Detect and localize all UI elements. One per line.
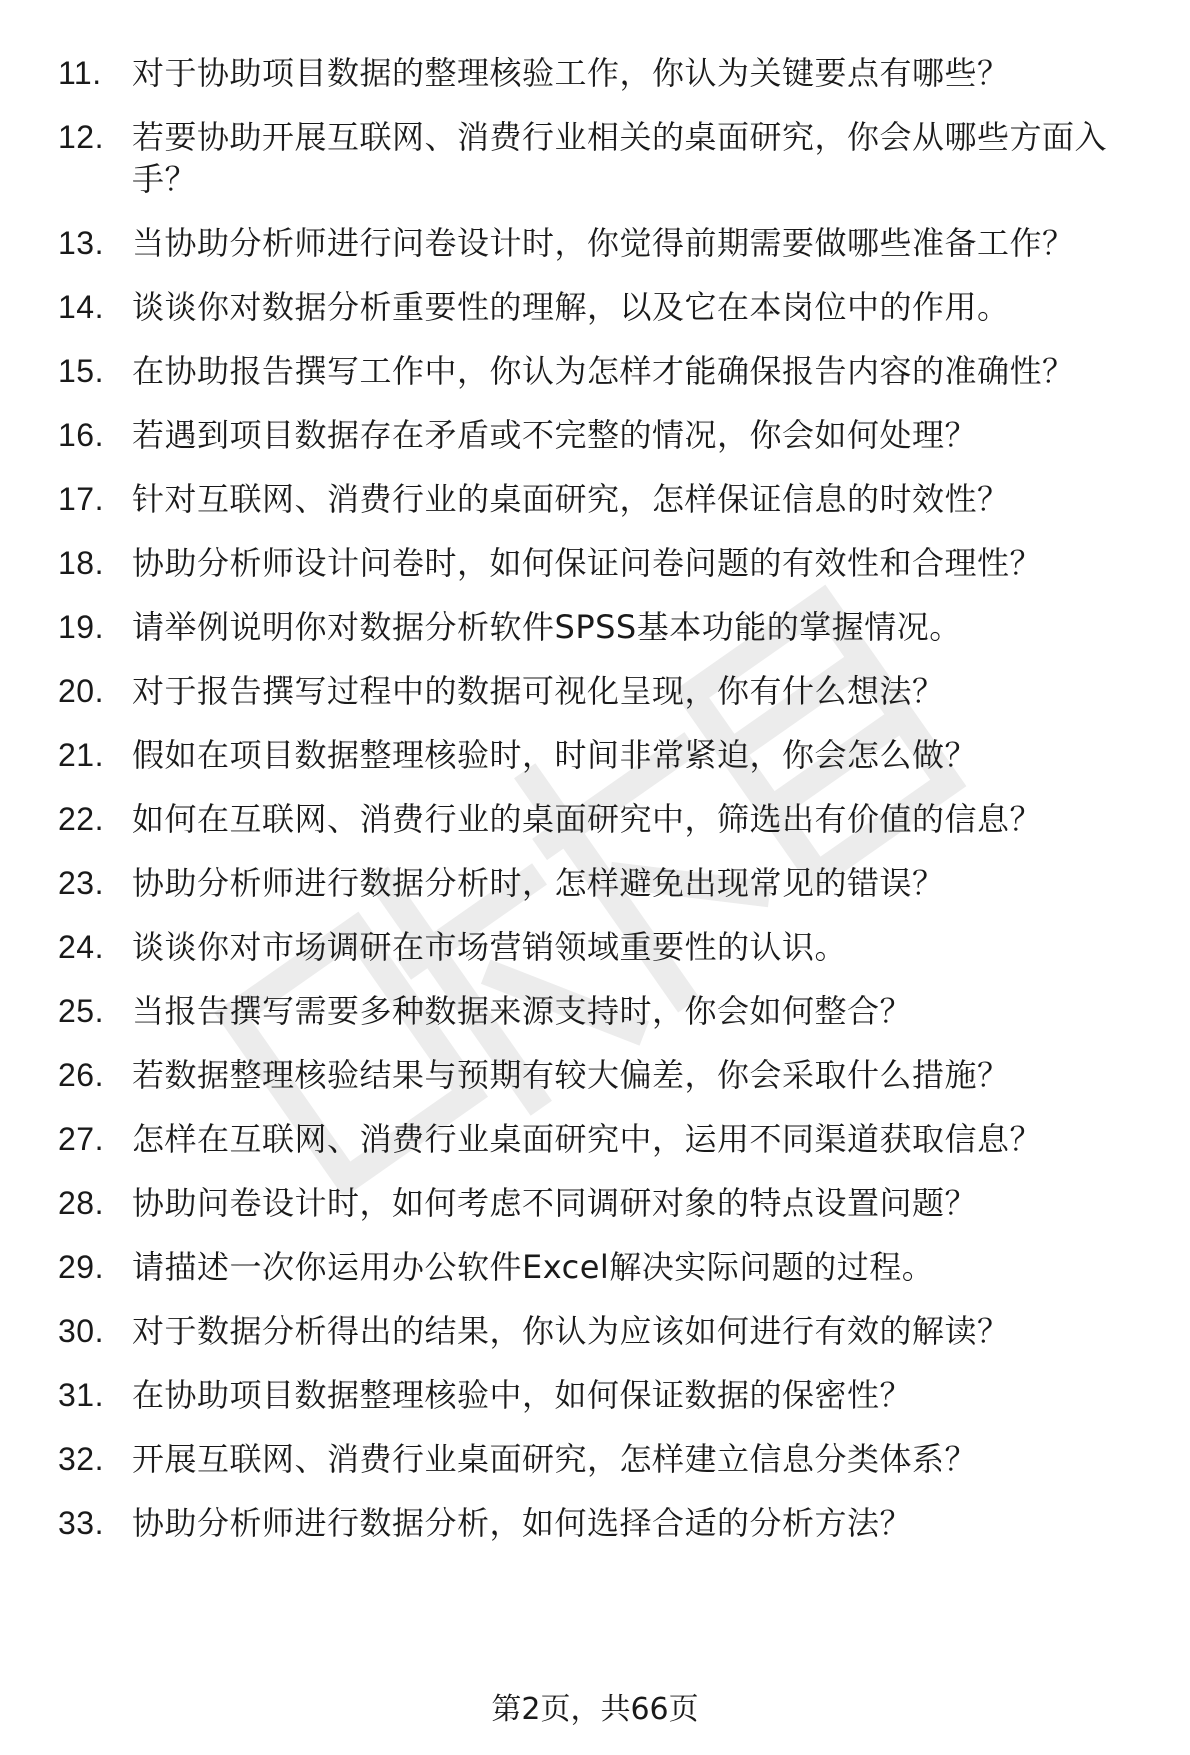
question-text: 对于报告撰写过程中的数据可视化呈现，你有什么想法？ bbox=[132, 672, 945, 710]
question-text: 在协助项目数据整理核验中，如何保证数据的保密性？ bbox=[132, 1376, 913, 1414]
question-text: 对于数据分析得出的结果，你认为应该如何进行有效的解读？ bbox=[132, 1312, 1010, 1350]
question-text: 当报告撰写需要多种数据来源支持时，你会如何整合？ bbox=[132, 992, 913, 1030]
question-text: 怎样在互联网、消费行业桌面研究中，运用不同渠道获取信息？ bbox=[132, 1120, 1043, 1158]
list-item bbox=[0, 1054, 1190, 1096]
question-text: 针对互联网、消费行业的桌面研究，怎样保证信息的时效性？ bbox=[132, 480, 1010, 518]
question-text: 当协助分析师进行问卷设计时，你觉得前期需要做哪些准备工作？ bbox=[132, 224, 1075, 262]
list-item bbox=[0, 926, 1190, 968]
list-item bbox=[0, 222, 1190, 264]
question-number: 22. bbox=[58, 801, 104, 837]
question-number: 12. bbox=[58, 119, 104, 155]
question-number: 11. bbox=[58, 55, 102, 91]
question-number: 23. bbox=[58, 865, 104, 901]
list-item bbox=[0, 606, 1190, 648]
question-number: 17. bbox=[58, 481, 104, 517]
question-number: 24. bbox=[58, 929, 104, 965]
list-item bbox=[0, 286, 1190, 328]
question-text: 若遇到项目数据存在矛盾或不完整的情况，你会如何处理？ bbox=[132, 416, 978, 454]
list-item bbox=[0, 670, 1190, 712]
question-number: 25. bbox=[58, 993, 104, 1029]
list-item bbox=[0, 1182, 1190, 1224]
question-number: 18. bbox=[58, 545, 104, 581]
question-number: 27. bbox=[58, 1121, 104, 1157]
list-item bbox=[0, 414, 1190, 456]
question-number: 28. bbox=[58, 1185, 104, 1221]
list-item bbox=[0, 52, 1190, 94]
list-item bbox=[0, 116, 1190, 200]
list-item bbox=[0, 1502, 1190, 1544]
question-number: 19. bbox=[58, 609, 104, 645]
question-text: 假如在项目数据整理核验时，时间非常紧迫，你会怎么做？ bbox=[132, 736, 978, 774]
question-number: 20. bbox=[58, 673, 104, 709]
question-text: 开展互联网、消费行业桌面研究，怎样建立信息分类体系？ bbox=[132, 1440, 978, 1478]
question-number: 14. bbox=[58, 289, 104, 325]
question-text: 协助分析师设计问卷时，如何保证问卷问题的有效性和合理性？ bbox=[132, 544, 1043, 582]
question-number: 29. bbox=[58, 1249, 104, 1285]
question-text: 请举例说明你对数据分析软件SPSS基本功能的掌握情况。 bbox=[132, 608, 962, 646]
question-number: 13. bbox=[58, 225, 104, 261]
list-item bbox=[0, 862, 1190, 904]
question-number: 30. bbox=[58, 1313, 104, 1349]
question-text: 协助分析师进行数据分析，如何选择合适的分析方法？ bbox=[132, 1504, 913, 1542]
question-number: 32. bbox=[58, 1441, 104, 1477]
question-text: 如何在互联网、消费行业的桌面研究中，筛选出有价值的信息？ bbox=[132, 800, 1043, 838]
list-item bbox=[0, 1374, 1190, 1416]
question-text: 谈谈你对数据分析重要性的理解，以及它在本岗位中的作用。 bbox=[132, 288, 1010, 326]
list-item bbox=[0, 478, 1190, 520]
page-footer: 第2页，共66页 bbox=[491, 1692, 699, 1727]
question-text: 谈谈你对市场调研在市场营销领域重要性的认识。 bbox=[132, 928, 848, 966]
list-item bbox=[0, 798, 1190, 840]
list-item bbox=[0, 990, 1190, 1032]
question-number: 33. bbox=[58, 1505, 104, 1541]
question-text: 若要协助开展互联网、消费行业相关的桌面研究，你会从哪些方面入手？ bbox=[132, 118, 1108, 198]
question-number: 16. bbox=[58, 417, 104, 453]
question-text: 协助分析师进行数据分析时，怎样避免出现常见的错误？ bbox=[132, 864, 945, 902]
list-item bbox=[0, 542, 1190, 584]
list-item bbox=[0, 1118, 1190, 1160]
question-text: 若数据整理核验结果与预期有较大偏差，你会采取什么措施？ bbox=[132, 1056, 1010, 1094]
question-text: 请描述一次你运用办公软件Excel解决实际问题的过程。 bbox=[132, 1248, 935, 1286]
question-number: 31. bbox=[58, 1377, 104, 1413]
question-text: 对于协助项目数据的整理核验工作，你认为关键要点有哪些？ bbox=[132, 54, 1010, 92]
list-item bbox=[0, 1438, 1190, 1480]
question-number: 26. bbox=[58, 1057, 104, 1093]
question-number: 21. bbox=[58, 737, 104, 773]
question-text: 在协助报告撰写工作中，你认为怎样才能确保报告内容的准确性？ bbox=[132, 352, 1075, 390]
list-item bbox=[0, 350, 1190, 392]
question-text: 协助问卷设计时，如何考虑不同调研对象的特点设置问题？ bbox=[132, 1184, 978, 1222]
list-item bbox=[0, 1310, 1190, 1352]
list-item bbox=[0, 1246, 1190, 1288]
list-item bbox=[0, 734, 1190, 776]
question-list bbox=[0, 52, 1190, 1566]
question-number: 15. bbox=[58, 353, 104, 389]
